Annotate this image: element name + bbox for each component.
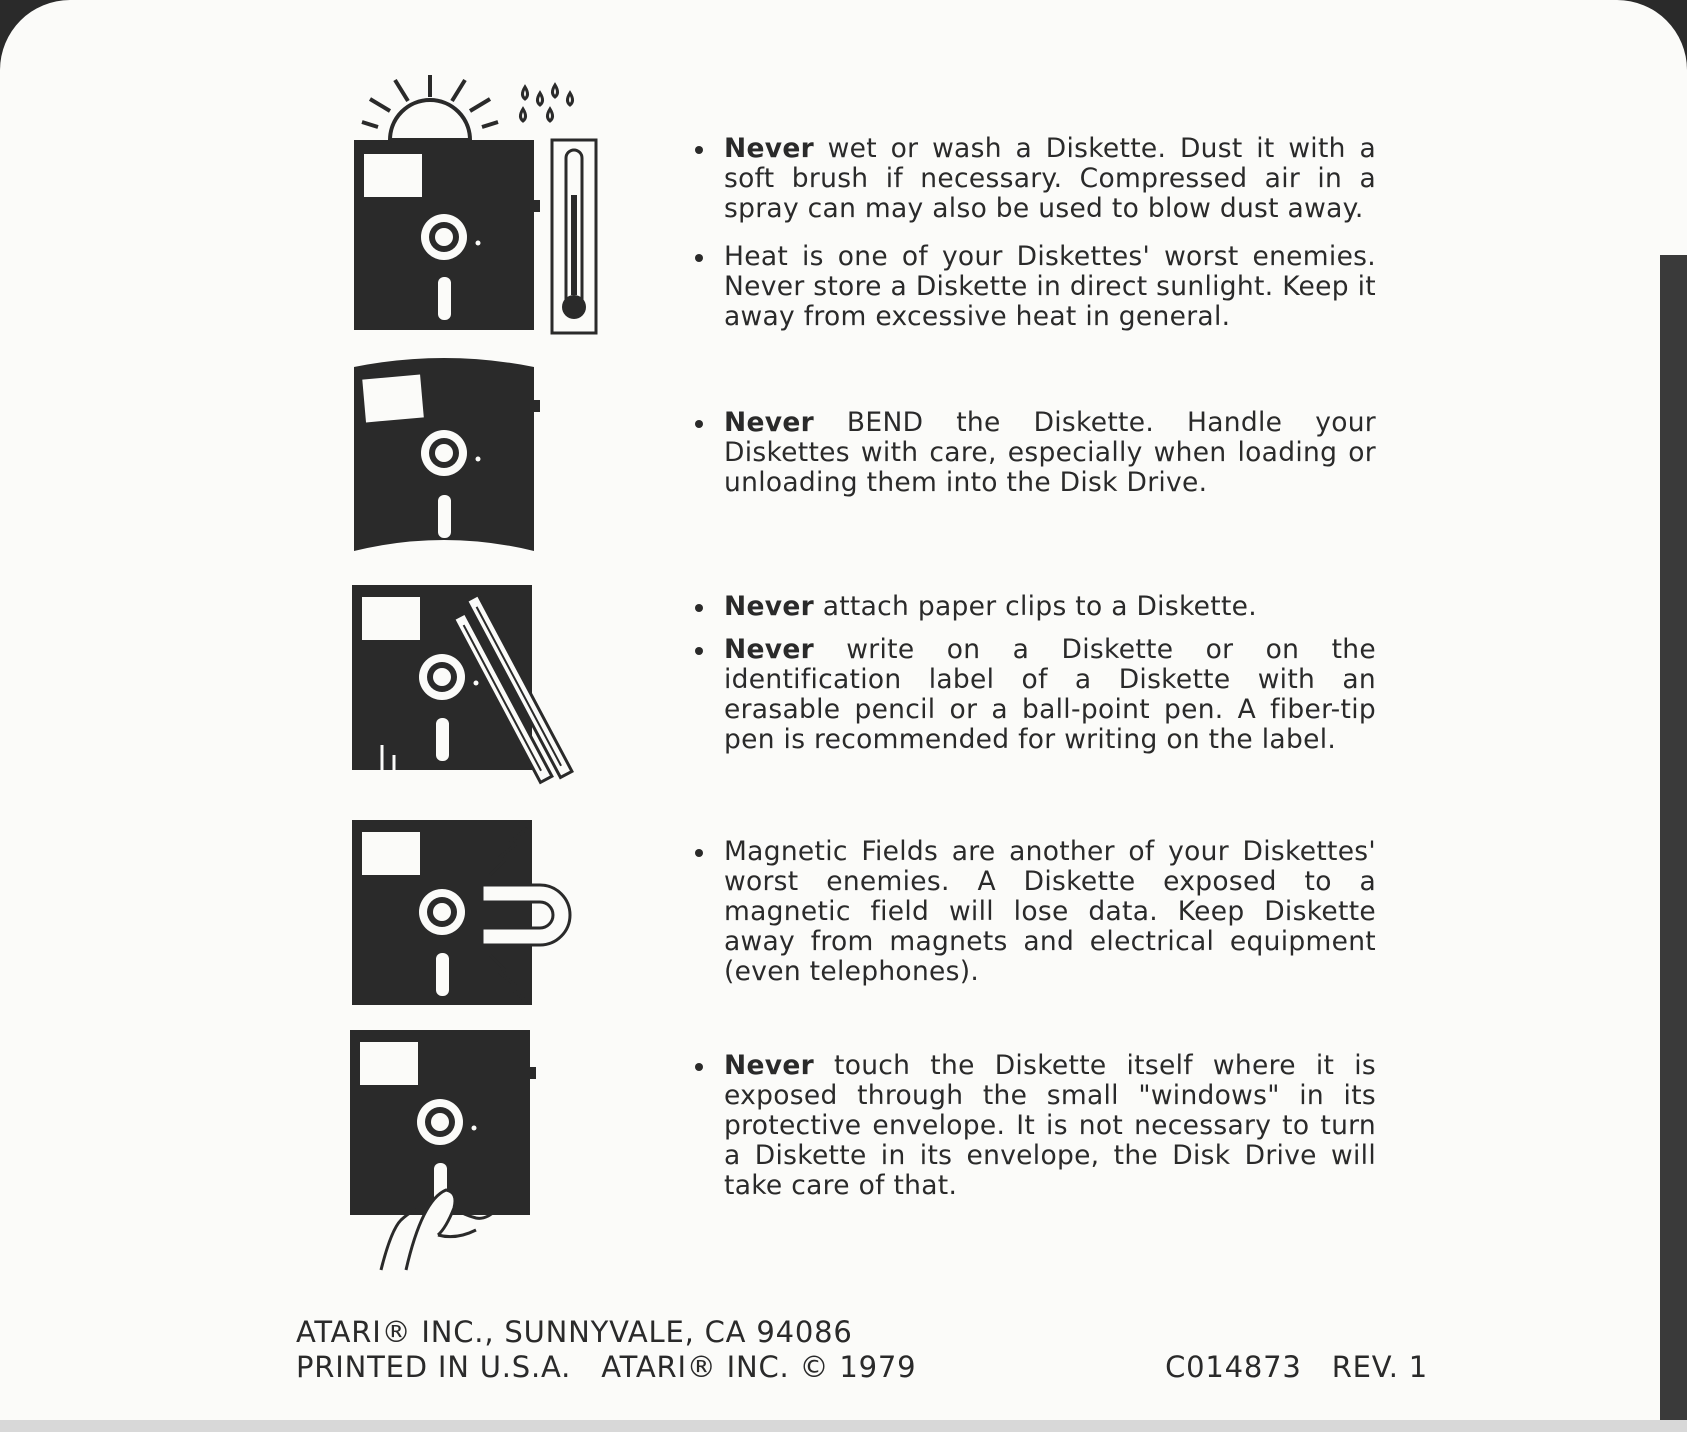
care-item-1 (686, 134, 1376, 224)
bullet (695, 1063, 703, 1071)
care-item-6 (686, 837, 1376, 987)
diskette-magnet-illustration (350, 820, 610, 1010)
item-text: BEND the Diskette. Handle your Diskettes with care, especially when loading or unloading them into the Disk Drive. (724, 407, 1376, 498)
bullet (695, 146, 703, 154)
bullet (695, 420, 703, 428)
bent-diskette-illustration (350, 355, 550, 555)
item-text: attach paper clips to a Diskette. (813, 591, 1257, 622)
care-item-7 (686, 1051, 1376, 1201)
bullet (695, 849, 703, 857)
lead-word: Never (724, 407, 814, 438)
bullet (695, 604, 703, 612)
diskette-pencil-clip-illustration (350, 585, 610, 795)
care-item-5 (686, 635, 1376, 755)
bullet (695, 254, 703, 262)
copyright-line: PRINTED IN U.S.A. ATARI® INC. © 1979 (296, 1350, 917, 1384)
care-item-3 (686, 408, 1376, 498)
item-text: wet or wash a Diskette. Dust it with a soft brush if necessary. Compressed air in a spray can may also be used to blow dust away. (724, 133, 1376, 224)
care-item-2 (686, 242, 1376, 332)
item-text: Magnetic Fields are another of your Diskettes' worst enemies. A Diskette exposed to a magnetic field will lose data. Keep Diskette away from magnets and electrical equipment (even telephones). (724, 836, 1376, 987)
sun-heat-water-diskette-illustration (350, 75, 610, 335)
lead-word: Never (724, 591, 814, 622)
page-edge-shadow (1660, 255, 1687, 1432)
item-text: Heat is one of your Diskettes' worst enemies. Never store a Diskette in direct sunlight. Keep it away from excessive heat in general. (724, 241, 1376, 332)
publisher-address: ATARI® INC., SUNNYVALE, CA 94086 (296, 1315, 853, 1349)
lead-word: Never (724, 634, 814, 665)
lead-word: Never (724, 1050, 814, 1081)
hand-touching-diskette-illustration (346, 1030, 566, 1280)
item-text: write on a Diskette or on the identification label of a Diskette with an erasable pencil or a ball-point pen. A fiber-tip pen is recommended for writing on the label. (724, 634, 1376, 755)
bullet (695, 647, 703, 655)
care-item-4 (686, 592, 1376, 622)
item-text: touch the Diskette itself where it is exposed through the small "windows" in its protective envelope. It is not necessary to turn a Diskette in its envelope, the Disk Drive will take care of that. (724, 1050, 1376, 1201)
lead-word: Never (724, 133, 814, 164)
page-bottom-edge (0, 1420, 1687, 1432)
document-code: C014873 REV. 1 (1165, 1350, 1428, 1384)
